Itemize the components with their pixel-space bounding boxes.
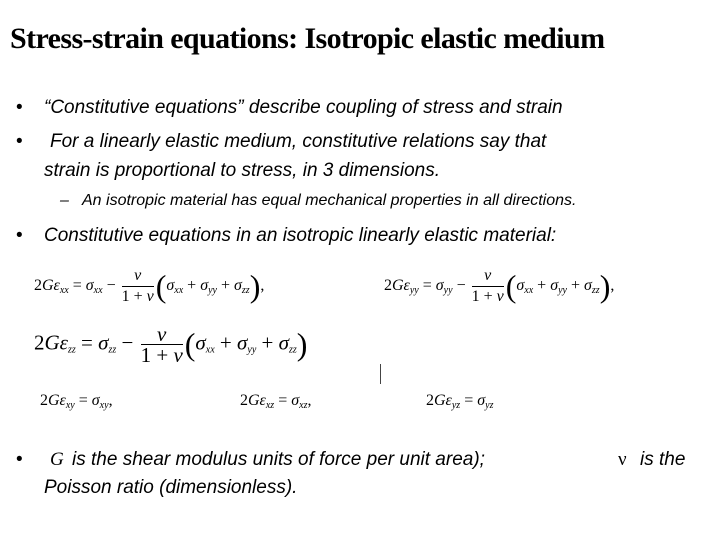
bullet-dot: •: [16, 97, 23, 118]
fraction: $\frac{\nu}{1 + \nu}$: [121, 267, 154, 305]
slide-title: Stress-strain equations: Isotropic elastic medium: [10, 22, 605, 55]
bullet-4-line-1-tail: is the: [640, 449, 686, 470]
fraction: $\frac{\nu}{1 + \nu}$: [471, 267, 504, 305]
bullet-3-text: Constitutive equations in an isotropic linearly elastic material:: [44, 225, 557, 246]
equation-eyz: $2G\varepsilon_{yz} = \sigma_{yz}$: [426, 392, 494, 411]
bullet-4-line-1: is the shear modulus units of force per unit area);: [72, 449, 485, 470]
fraction: $\frac{\nu}{1 + \nu}$: [140, 322, 183, 367]
sub-bullet-dash: –: [60, 192, 69, 209]
poisson-symbol: ν: [618, 449, 627, 470]
equation-exz: $2G\varepsilon_{xz} = \sigma_{xz}$,: [240, 392, 312, 411]
shear-modulus-symbol: G: [50, 449, 64, 470]
bullet-dot: •: [16, 449, 23, 470]
bullet-2-line-2: strain is proportional to stress, in 3 dimensions.: [44, 160, 441, 181]
bullet-dot: •: [16, 225, 23, 246]
bullet-4-line-2: Poisson ratio (dimensionless).: [44, 477, 298, 498]
bullet-2-line-1: For a linearly elastic medium, constitutive relations say that: [50, 131, 547, 152]
text-cursor: [380, 364, 381, 384]
equation-eyy: $2G\varepsilon_{yy} = \sigma_{yy}$ − $\frac{\nu}{1 + \nu}$ $(\sigma_{xx} + \sigma_{yy} + \sigma_{zz})$,: [384, 267, 615, 305]
equation-exx: $2G\varepsilon_{xx} = \sigma_{xx}$ − $\frac{\nu}{1 + \nu}$ $(\sigma_{xx} + \sigma_{yy} + \sigma_{zz})$,: [34, 267, 265, 305]
bullet-1-text: “Constitutive equations” describe coupling of stress and strain: [44, 97, 563, 118]
equation-ezz: $2G\varepsilon_{zz} = \sigma_{zz}$ − $\frac{\nu}{1 + \nu}$ $(\sigma_{xx} + \sigma_{yy} + \sigma_{zz})$: [34, 322, 308, 367]
sub-bullet-text: An isotropic material has equal mechanical properties in all directions.: [82, 192, 577, 209]
bullet-dot: •: [16, 131, 23, 152]
equation-exy: $2G\varepsilon_{xy} = \sigma_{xy}$,: [40, 392, 113, 411]
